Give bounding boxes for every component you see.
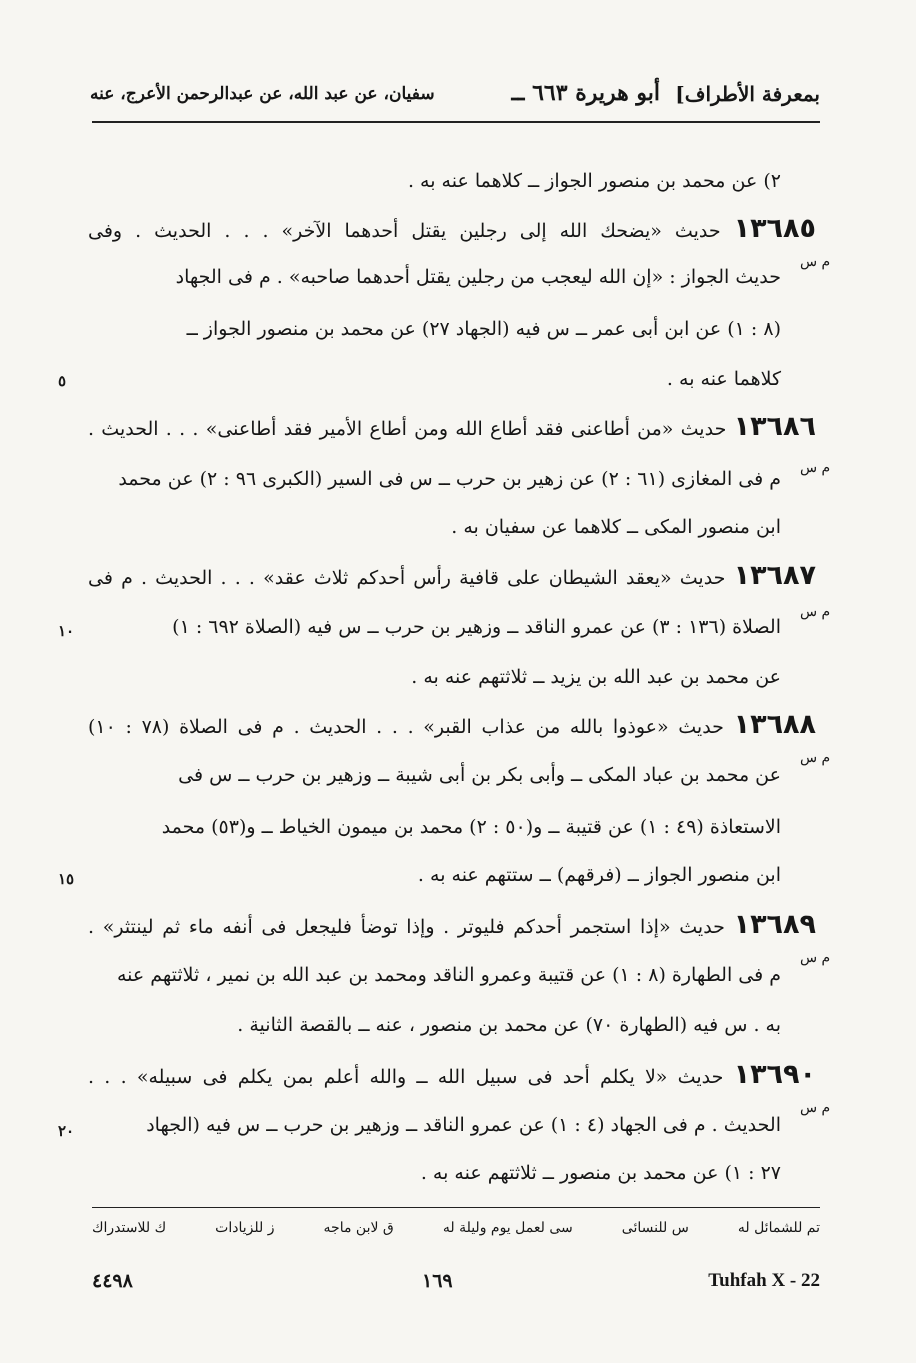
line-text: الصلاة (١٣٦ : ٣) عن عمرو الناقد ــ وزهير بن حرب ــ س فيه (الصلاة ٦٩٢ : ١) bbox=[172, 616, 781, 638]
hadith-text-line bbox=[146, 1112, 781, 1138]
page-number: ١٦٩ bbox=[422, 1270, 453, 1292]
header-chain: سفيان، عن عبد الله، عن عبدالرحمن الأعرج، عنه bbox=[90, 84, 435, 104]
margin-siglum: م س bbox=[800, 254, 831, 270]
hadith-text-line bbox=[421, 1160, 781, 1186]
hadith-text-line bbox=[187, 316, 781, 342]
line-text: حديث «يضحك الله إلى رجلين يقتل أحدهما الآخر» . . . الحديث . وفى bbox=[88, 220, 721, 242]
hadith-text-line bbox=[162, 814, 781, 840]
abbreviation-item: ز للزيادات bbox=[215, 1220, 275, 1236]
hadith-number: ١٣٦٨٦ bbox=[733, 411, 816, 442]
hadith-number: ١٣٦٨٧ bbox=[733, 560, 816, 591]
margin-line-number: ٥ bbox=[58, 372, 67, 390]
hadith-text-line bbox=[172, 614, 781, 640]
hadith-entry-line bbox=[88, 411, 816, 442]
hadith-text-line bbox=[178, 762, 781, 788]
hadith-entry-line bbox=[88, 213, 816, 244]
margin-siglum: م س bbox=[800, 604, 831, 620]
line-text: به . س فيه (الطهارة ٧٠) عن محمد بن منصور ، عنه ــ بالقصة الثانية . bbox=[237, 1014, 781, 1036]
line-text: ٢٧ : ١) عن محمد بن منصور ــ ثلاثتهم عنه به . bbox=[420, 1162, 781, 1184]
hadith-text-line bbox=[176, 264, 781, 290]
line-text: ٢) عن محمد بن منصور الجواز ــ كلاهما عنه به . bbox=[407, 170, 781, 192]
hadith-number: ١٣٦٩٠ bbox=[733, 1059, 816, 1090]
hadith-text-line bbox=[411, 664, 781, 690]
hadith-entry-line bbox=[88, 909, 816, 940]
line-text: كلاهما عنه به . bbox=[666, 368, 781, 390]
footer-volume-number: ٤٤٩٨ bbox=[92, 1270, 133, 1292]
abbreviation-item: ك للاستدراك bbox=[92, 1220, 167, 1236]
margin-line-number: ٢٠ bbox=[58, 1122, 75, 1140]
line-text: الحديث . م فى الجهاد (٤ : ١) عن عمرو الناقد ــ وزهير بن حرب ــ س فيه (الجهاد bbox=[146, 1114, 781, 1136]
abbreviation-item: ق لابن ماجه bbox=[323, 1220, 394, 1236]
margin-siglum: م س bbox=[800, 460, 831, 476]
line-text: عن محمد بن عبد الله بن يزيد ــ ثلاثتهم عنه به . bbox=[411, 666, 781, 688]
hadith-entry-line bbox=[88, 560, 816, 591]
page-footer bbox=[92, 1270, 820, 1298]
hadith-text-line bbox=[408, 168, 781, 194]
abbreviation-item: سى لعمل يوم وليلة له bbox=[442, 1220, 573, 1236]
line-text: حديث «من أطاعنى فقد أطاع الله ومن أطاع الأمير فقد أطاعنى» . . . الحديث . bbox=[88, 418, 727, 440]
hadith-text-line bbox=[118, 466, 781, 492]
line-text: حديث «لا يكلم أحد فى سبيل الله ــ والله أعلم بمن يكلم فى سبيله» . . . bbox=[88, 1066, 724, 1088]
hadith-number: ١٣٦٨٨ bbox=[733, 709, 817, 740]
hadith-text-line bbox=[667, 366, 781, 392]
footnote-rule bbox=[92, 1207, 820, 1208]
hadith-number: ١٣٦٨٩ bbox=[733, 909, 816, 940]
margin-line-number: ١٥ bbox=[58, 870, 75, 888]
line-text: م فى المغازى (٦١ : ٢) عن زهير بن حرب ــ س فى السير (الكبرى ٩٦ : ٢) عن محمد bbox=[118, 468, 781, 490]
line-text: ابن منصور المكى ــ كلاهما عن سفيان به . bbox=[451, 516, 781, 538]
hadith-number: ١٣٦٨٥ bbox=[733, 213, 816, 244]
line-text: حديث الجواز : «إن الله ليعجب من رجلين يقتل أحدهما صاحبه» . م فى الجهاد bbox=[175, 266, 781, 288]
abbreviation-item: س للنسائى bbox=[621, 1220, 689, 1236]
margin-siglum: م س bbox=[800, 750, 831, 766]
margin-siglum: م س bbox=[800, 950, 831, 966]
margin-siglum: م س bbox=[800, 1100, 831, 1116]
line-text: حديث «إذا استجمر أحدكم فليوتر . وإذا توضأ فليجعل فى أنفه ماء ثم لينتثر» . bbox=[88, 916, 725, 938]
line-text: حديث «يعقد الشيطان على قافية رأس أحدكم ثلاث عقد» . . . الحديث . م فى bbox=[88, 567, 726, 589]
hadith-entry-line bbox=[88, 1059, 816, 1090]
header-narrator: أبو هريرة ٦٦٣ ــ bbox=[511, 80, 660, 106]
hadith-text-line bbox=[237, 1012, 781, 1038]
line-text: ابن منصور الجواز ــ (فرقهم) ــ ستتهم عنه به . bbox=[417, 864, 781, 886]
abbreviation-item: تم للشمائل له bbox=[737, 1220, 820, 1236]
line-text: الاستعاذة (٤٩ : ١) عن قتيبة ــ و(٥٠ : ٢) محمد بن ميمون الخياط ــ و(٥٣) محمد bbox=[161, 816, 781, 838]
line-text: حديث «عوذوا بالله من عذاب القبر» . . . الحديث . م فى الصلاة (٧٨ : ١٠) bbox=[88, 716, 724, 738]
abbreviation-key bbox=[92, 1220, 820, 1248]
line-text: (٨ : ١) عن ابن أبى عمر ــ س فيه (الجهاد ٢٧) عن محمد بن منصور الجواز ــ bbox=[186, 318, 781, 340]
line-text: م فى الطهارة (٨ : ١) عن قتيبة وعمرو الناقد ومحمد بن عبد الله بن نمير ، ثلاثتهم عنه bbox=[116, 964, 781, 986]
hadith-text-line bbox=[418, 862, 781, 888]
hadith-text-line bbox=[117, 962, 781, 988]
header-section-title: بمعرفة الأطراف] bbox=[675, 82, 820, 106]
hadith-text-line bbox=[451, 514, 781, 540]
line-text: عن محمد بن عباد المكى ــ وأبى بكر بن أبى شيبة ــ وزهير بن حرب ــ س فى bbox=[178, 764, 781, 786]
margin-line-number: ١٠ bbox=[58, 622, 75, 640]
footer-book-reference: Tuhfah X - 22 bbox=[708, 1270, 820, 1291]
hadith-entry-line bbox=[88, 709, 817, 740]
